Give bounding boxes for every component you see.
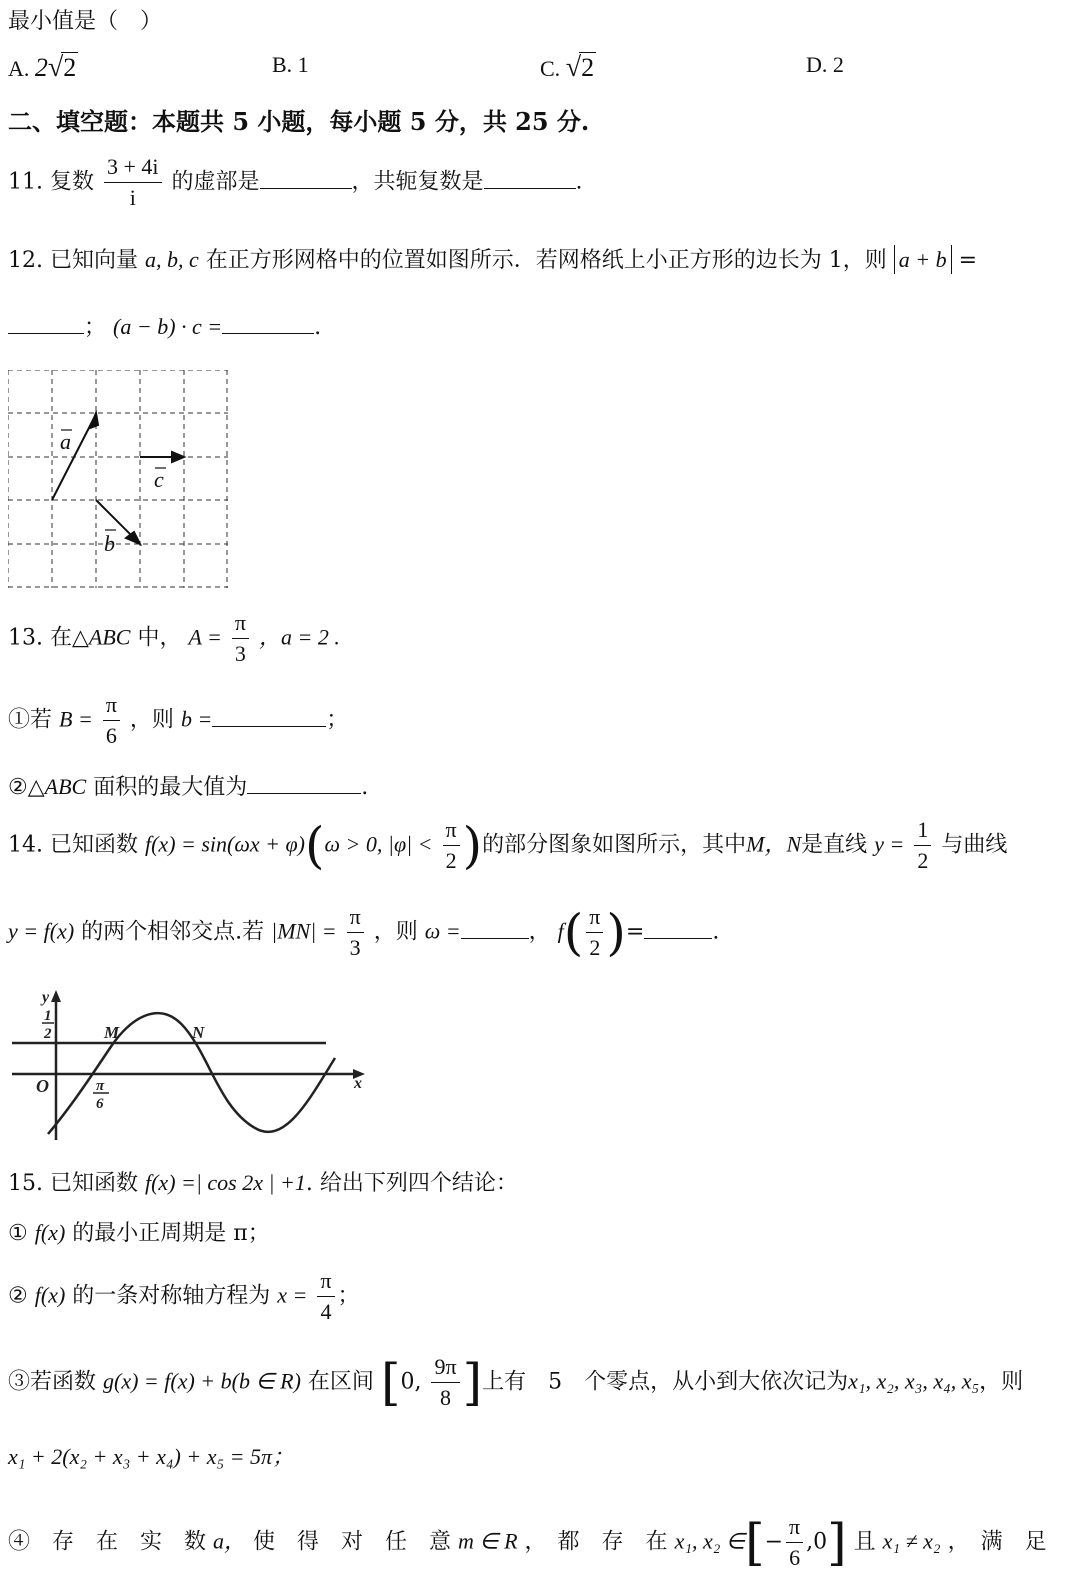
q13-blank-2[interactable] [247, 773, 361, 794]
q14-half-den: 2 [917, 848, 929, 873]
q15-s4-num: π [786, 1512, 803, 1543]
q13-B-num: π [103, 690, 120, 721]
q15-statement-2 [8, 1266, 360, 1327]
q14-eq: = [625, 919, 645, 945]
q15-s3-num: 9π [431, 1352, 459, 1383]
choice-b[interactable]: B. 1 [272, 52, 309, 77]
q15-s3-text: 上有 5 个零点，从小到大依次记为 [482, 1369, 849, 1395]
q13-sub2-end: . [361, 775, 369, 800]
choice-a-label: A. [8, 56, 30, 81]
q15-s4-end: ， 满 足 [947, 1529, 1047, 1555]
choice-a[interactable]: A. 2√2 [8, 52, 77, 83]
vector-c-arrowhead [172, 452, 184, 462]
q14-mn: M，N [746, 831, 802, 857]
q12-eq: = [958, 248, 978, 273]
q15-s4-mid: 使 得 对 任 意 [253, 1529, 452, 1555]
q12-sep: ； [84, 315, 107, 340]
graph-half-den: 2 [44, 1026, 52, 1042]
q14-omega-eq: ω = [424, 918, 461, 944]
q15-s4-den: 6 [789, 1545, 801, 1570]
q15-line1 [8, 1166, 518, 1197]
q14-half-num: 1 [914, 815, 931, 846]
q13-A-den: 3 [234, 641, 246, 666]
q15-statement-1 [8, 1216, 270, 1247]
q14-line1 [8, 815, 1007, 876]
choice-d[interactable]: D. 2 [806, 52, 844, 77]
q15-s2-x: x = [277, 1282, 308, 1308]
q14-fx: f(x) = sin(ωx + φ) [144, 831, 305, 857]
q14-cond: ω > 0, |φ| < [324, 831, 433, 857]
q12-end: . [314, 315, 322, 340]
q13-sub1-mid: ，则 [129, 707, 174, 733]
graph-half-num: 1 [44, 1008, 52, 1024]
q14-f-arg-den: 2 [589, 935, 601, 960]
q15-s3-line2: x₁ + 2(x₂ + x₃ + x₄) + x₅ = 5π； [8, 1444, 294, 1469]
q11-denominator: i [129, 185, 136, 210]
graph-M-label: M [104, 1023, 120, 1042]
q13 [8, 608, 340, 669]
q14-line2-c: ，则 [373, 919, 418, 945]
q14-mn-abs: |MN| = [271, 918, 337, 944]
q14-cond-den: 2 [445, 848, 457, 873]
q11-fraction [104, 152, 162, 213]
q12-line2 [8, 310, 321, 341]
q14-cond-frac [443, 815, 460, 876]
q14-f-lparen: ( [563, 903, 584, 962]
vector-grid-figure [8, 370, 228, 588]
q15-s4-mid2: ， 都 存 在 [524, 1529, 668, 1555]
graph-N-label: N [192, 1023, 205, 1042]
q15-s4-zero: ,0 [806, 1529, 828, 1555]
q14-line2-a: y = f(x) [8, 918, 75, 944]
choice-a-coef: 2 [34, 53, 48, 82]
y-axis-arrow [51, 990, 61, 1002]
q15-s2-prefix: ② [8, 1283, 28, 1309]
q15-prefix-end: . 给出下列四个结论： [305, 1171, 518, 1196]
q15-s4-rbracket: ] [827, 1513, 847, 1572]
q11-numerator: 3 + 4i [104, 152, 162, 183]
vector-a-arrow [52, 418, 94, 500]
vector-a-arrowhead [90, 413, 98, 428]
q15-s4-and: 且 [853, 1529, 876, 1555]
q11 [8, 152, 583, 213]
vector-b-arrowhead [126, 532, 140, 544]
graph-pi-label: π [96, 1078, 105, 1094]
q14-f-arg [586, 902, 603, 963]
q12-mid: 在正方形网格中的位置如图所示．若网格纸上小正方形的边长为 1，则 [205, 248, 887, 273]
graph-y-label: y [42, 989, 50, 1006]
q15-s3-end: ，则 [979, 1369, 1024, 1395]
q13-B-eq: B = [59, 706, 93, 732]
q11-mid2: ，共轭复数是 [351, 169, 484, 195]
q14-blank-2[interactable] [644, 918, 712, 939]
q13-sub1-prefix: ①若 [8, 707, 53, 733]
graph-origin-label: O [36, 1076, 49, 1096]
q13-sub1 [8, 690, 348, 751]
q11-blank-2[interactable] [484, 168, 576, 189]
q13-sub1-end: ； [326, 707, 349, 733]
prev-question-tail: 最小值是（ ） [8, 9, 163, 34]
choice-c-radicand: 2 [581, 53, 595, 82]
q12-blank-1[interactable] [8, 313, 84, 334]
sine-graph-figure [10, 988, 370, 1144]
q15-s1-text: 的最小正周期是 π； [72, 1221, 270, 1246]
q15-s3-lbracket: [ [380, 1353, 401, 1412]
q15-s2-den: 4 [320, 1299, 332, 1324]
q14-lparen: ( [305, 816, 325, 875]
q13-B-frac [103, 690, 120, 751]
q13-b-eq: b = [180, 706, 213, 732]
q15-s4-prefix: ④ 存 在 实 数 [8, 1529, 207, 1555]
q12-prefix: 12. 已知向量 [8, 248, 138, 273]
vector-b-label: b [104, 531, 115, 556]
q15-s1-fx: f(x) [34, 1220, 66, 1245]
q15-s4-xs: x₁, x₂ ∈ [674, 1528, 746, 1554]
q15-s2-end: ； [337, 1283, 360, 1309]
q15-s3-prefix: ③若函数 [8, 1369, 97, 1395]
q15-prefix: 15. 已知函数 [8, 1171, 138, 1196]
q14-f: f [557, 918, 564, 944]
q14-cond-num: π [443, 815, 460, 846]
choice-a-radicand: 2 [63, 53, 77, 82]
q13-A-frac [232, 608, 249, 669]
q14-mn-num: π [347, 902, 364, 933]
q15-statement-3 [8, 1352, 1023, 1413]
q15-s4-minus: − [764, 1529, 784, 1555]
q13-A-eq: A = [188, 624, 222, 650]
q13-prefix: 13. 在△ [8, 625, 89, 651]
q15-s3-den: 8 [440, 1385, 451, 1410]
vector-c-label: c [154, 467, 164, 492]
q15-fx: f(x) =| cos 2x | +1 [144, 1170, 306, 1195]
choice-c-label: C. [540, 56, 561, 81]
q15-s4-neq: x₁ ≠ x₂ [882, 1528, 941, 1554]
section-heading: 二、填空题：本题共 5 小题，每小题 5 分，共 25 分. [8, 107, 590, 136]
q15-s3-rbracket: ] [462, 1353, 483, 1412]
q14-f-arg-num: π [586, 902, 603, 933]
q15-s3-gx: g(x) = f(x) + b(b ∈ R) [103, 1368, 301, 1394]
choice-c[interactable]: C. √2 [540, 52, 595, 83]
q15-s3-mid: 在区间 [307, 1369, 374, 1395]
q14-y-eq: y = [874, 831, 905, 857]
q15-s3-xs: x₁, x₂, x₃, x₄, x₅ [848, 1368, 980, 1394]
q13-mid: 中， [137, 625, 182, 651]
q11-mid: 的虚部是 [171, 169, 260, 195]
q13-A-num: π [232, 608, 249, 639]
q15-statement-4 [8, 1512, 1047, 1573]
vector-a-label: a [60, 429, 71, 454]
q14-mid2: 是直线 [801, 832, 868, 858]
q14-mid: 的部分图象如图所示，其中 [482, 832, 747, 858]
q15-s2-text: 的一条对称轴方程为 [72, 1283, 271, 1309]
q13-blank-1[interactable] [212, 706, 326, 727]
q12-line1 [8, 243, 977, 274]
q13-sub2 [8, 770, 368, 801]
q14-line2-b: 的两个相邻交点.若 [81, 919, 265, 945]
q12-blank-2[interactable] [222, 313, 314, 334]
q15-s3-frac [431, 1352, 459, 1413]
q15-s2-frac [317, 1266, 334, 1327]
q11-prefix: 11. 复数 [8, 169, 94, 195]
q12-vectors: a, b, c [144, 247, 199, 272]
q15-s4-a: a， [213, 1528, 247, 1554]
q15-s4-m: m ∈ R [458, 1528, 518, 1554]
q12-expr2: (a − b) · c = [113, 314, 223, 339]
q15-s3-zero: 0, [400, 1369, 422, 1395]
graph-x-label: x [354, 1075, 362, 1092]
q15-s4-lbracket: [ [745, 1513, 765, 1572]
q15-s2-fx: f(x) [34, 1282, 66, 1308]
q13-sub2-mid: 面积的最大值为 [93, 775, 248, 800]
q14-line2 [8, 902, 719, 963]
q14-rparen: ) [462, 816, 483, 875]
q14-blank-1[interactable] [461, 918, 529, 939]
graph-six-label: 6 [96, 1096, 104, 1112]
q14-prefix: 14. 已知函数 [8, 832, 138, 858]
q15-s1-prefix: ① [8, 1221, 28, 1246]
q11-blank-1[interactable] [260, 168, 352, 189]
q14-mn-frac [347, 902, 364, 963]
q15-statement-3-line2 [8, 1440, 294, 1471]
q14-half [914, 815, 931, 876]
q14-end: . [712, 919, 720, 945]
q13-sub2-prefix: ②△ [8, 775, 45, 800]
q11-end: . [575, 169, 583, 195]
q14-mn-den: 3 [349, 935, 361, 960]
q13-B-den: 6 [105, 723, 117, 748]
q15-s4-frac [786, 1512, 803, 1573]
q14-f-rparen: ) [606, 903, 626, 962]
q15-s2-num: π [317, 1266, 334, 1297]
q14-end1: 与曲线 [941, 832, 1008, 858]
q13-a-eq: ，a = 2 . [258, 624, 340, 650]
q13-abc: ABC [88, 624, 131, 650]
q13-sub2-abc: ABC [44, 774, 87, 799]
q14-sep: ， [528, 919, 551, 945]
q12-abs-expr: a + b [894, 245, 952, 274]
